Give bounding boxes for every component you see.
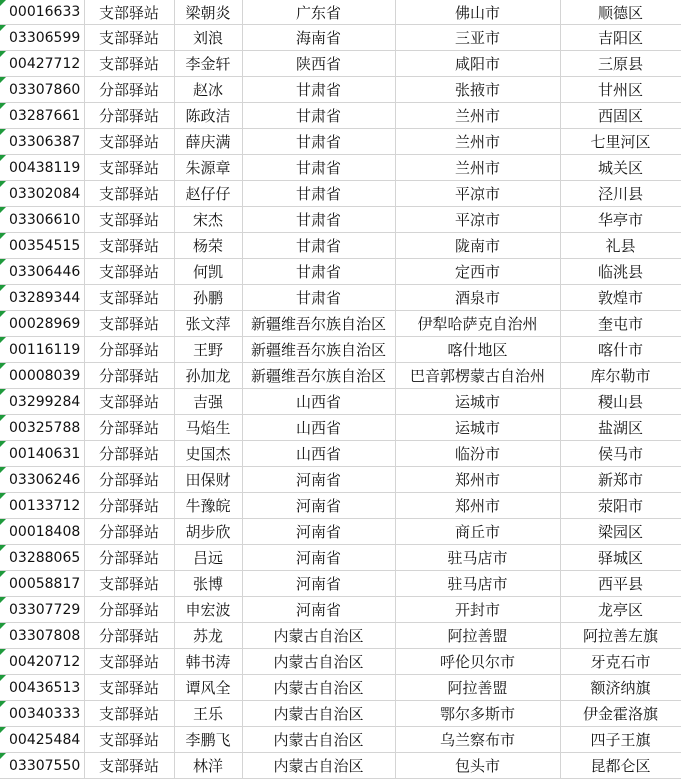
cell-district[interactable]: 吉阳区 <box>560 25 681 51</box>
cell-city[interactable]: 佛山市 <box>395 0 560 25</box>
cell-city[interactable]: 三亚市 <box>395 25 560 51</box>
cell-province[interactable]: 内蒙古自治区 <box>242 623 395 649</box>
cell-station-id[interactable]: 03288065 <box>0 545 84 571</box>
cell-city[interactable]: 驻马店市 <box>395 545 560 571</box>
cell-city[interactable]: 鄂尔多斯市 <box>395 701 560 727</box>
cell-station-type[interactable]: 支部驿站 <box>84 311 174 337</box>
cell-contact-name[interactable]: 胡步欣 <box>174 519 242 545</box>
cell-station-id[interactable]: 00420712 <box>0 649 84 675</box>
table-row <box>0 77 681 103</box>
cell-station-type[interactable]: 支部驿站 <box>84 25 174 51</box>
table-row <box>0 415 681 441</box>
cell-district[interactable]: 额济纳旗 <box>560 675 681 701</box>
cell-contact-name[interactable]: 朱源章 <box>174 155 242 181</box>
cell-contact-name[interactable]: 张博 <box>174 571 242 597</box>
cell-station-id[interactable]: 00325788 <box>0 415 84 441</box>
cell-station-type[interactable]: 分部驿站 <box>84 77 174 103</box>
cell-station-type[interactable]: 支部驿站 <box>84 233 174 259</box>
cell-contact-name[interactable]: 林洋 <box>174 753 242 779</box>
cell-city[interactable]: 开封市 <box>395 597 560 623</box>
cell-province[interactable]: 河南省 <box>242 467 395 493</box>
cell-station-type[interactable]: 分部驿站 <box>84 597 174 623</box>
cell-station-type[interactable]: 分部驿站 <box>84 441 174 467</box>
cell-district[interactable]: 牙克石市 <box>560 649 681 675</box>
cell-city[interactable]: 兰州市 <box>395 155 560 181</box>
table-row <box>0 311 681 337</box>
cell-district[interactable]: 四子王旗 <box>560 727 681 753</box>
table-row <box>0 519 681 545</box>
table-row <box>0 0 681 25</box>
cell-station-type[interactable]: 支部驿站 <box>84 155 174 181</box>
cell-station-type[interactable]: 支部驿站 <box>84 753 174 779</box>
cell-contact-name[interactable]: 史国杰 <box>174 441 242 467</box>
cell-station-id[interactable]: 00058817 <box>0 571 84 597</box>
table-row <box>0 571 681 597</box>
cell-city[interactable]: 商丘市 <box>395 519 560 545</box>
table-row <box>0 675 681 701</box>
table-row <box>0 207 681 233</box>
table-row <box>0 363 681 389</box>
cell-province[interactable]: 甘肃省 <box>242 259 395 285</box>
cell-station-type[interactable]: 支部驿站 <box>84 701 174 727</box>
cell-province[interactable]: 河南省 <box>242 597 395 623</box>
cell-station-type[interactable]: 支部驿站 <box>84 285 174 311</box>
cell-contact-name[interactable]: 梁朝炎 <box>174 0 242 25</box>
cell-district[interactable]: 临洮县 <box>560 259 681 285</box>
cell-province[interactable]: 内蒙古自治区 <box>242 753 395 779</box>
cell-contact-name[interactable]: 申宏波 <box>174 597 242 623</box>
cell-station-type[interactable]: 支部驿站 <box>84 181 174 207</box>
cell-station-id[interactable]: 00140631 <box>0 441 84 467</box>
cell-contact-name[interactable]: 韩书涛 <box>174 649 242 675</box>
cell-station-type[interactable]: 分部驿站 <box>84 545 174 571</box>
cell-station-type[interactable]: 支部驿站 <box>84 649 174 675</box>
table-row <box>0 467 681 493</box>
cell-station-id[interactable]: 00340333 <box>0 701 84 727</box>
table-row <box>0 727 681 753</box>
cell-district[interactable]: 龙亭区 <box>560 597 681 623</box>
cell-city[interactable]: 平凉市 <box>395 207 560 233</box>
cell-station-id[interactable]: 03287661 <box>0 103 84 129</box>
table-row <box>0 389 681 415</box>
cell-district[interactable]: 盐湖区 <box>560 415 681 441</box>
cell-province[interactable]: 甘肃省 <box>242 233 395 259</box>
table-row <box>0 649 681 675</box>
cell-station-id[interactable]: 03307729 <box>0 597 84 623</box>
cell-city[interactable]: 阿拉善盟 <box>395 675 560 701</box>
cell-station-id[interactable]: 00354515 <box>0 233 84 259</box>
cell-contact-name[interactable]: 马焰生 <box>174 415 242 441</box>
cell-city[interactable]: 临汾市 <box>395 441 560 467</box>
cell-province[interactable]: 河南省 <box>242 493 395 519</box>
cell-station-id[interactable]: 03306387 <box>0 129 84 155</box>
table-row <box>0 25 681 51</box>
cell-contact-name[interactable]: 赵冰 <box>174 77 242 103</box>
cell-province[interactable]: 内蒙古自治区 <box>242 701 395 727</box>
cell-contact-name[interactable]: 吉强 <box>174 389 242 415</box>
cell-city[interactable]: 乌兰察布市 <box>395 727 560 753</box>
cell-station-type[interactable]: 支部驿站 <box>84 51 174 77</box>
cell-city[interactable]: 酒泉市 <box>395 285 560 311</box>
cell-province[interactable]: 广东省 <box>242 0 395 25</box>
cell-station-id[interactable]: 03306446 <box>0 259 84 285</box>
cell-district[interactable]: 七里河区 <box>560 129 681 155</box>
table-row <box>0 337 681 363</box>
cell-city[interactable]: 兰州市 <box>395 103 560 129</box>
table-row <box>0 493 681 519</box>
cell-station-type[interactable]: 分部驿站 <box>84 103 174 129</box>
cell-station-id[interactable]: 00028969 <box>0 311 84 337</box>
cell-province[interactable]: 河南省 <box>242 545 395 571</box>
cell-station-type[interactable]: 分部驿站 <box>84 623 174 649</box>
cell-province[interactable]: 甘肃省 <box>242 103 395 129</box>
cell-station-type[interactable]: 支部驿站 <box>84 259 174 285</box>
cell-district[interactable]: 荥阳市 <box>560 493 681 519</box>
cell-station-id[interactable]: 00436513 <box>0 675 84 701</box>
cell-province[interactable]: 内蒙古自治区 <box>242 675 395 701</box>
cell-station-id[interactable]: 03306246 <box>0 467 84 493</box>
cell-station-id[interactable]: 03299284 <box>0 389 84 415</box>
cell-district[interactable]: 库尔勒市 <box>560 363 681 389</box>
cell-contact-name[interactable]: 何凯 <box>174 259 242 285</box>
table-row <box>0 597 681 623</box>
cell-city[interactable]: 张掖市 <box>395 77 560 103</box>
cell-contact-name[interactable]: 李鹏飞 <box>174 727 242 753</box>
cell-station-type[interactable]: 支部驿站 <box>84 727 174 753</box>
table-row <box>0 753 681 779</box>
cell-station-type[interactable]: 分部驿站 <box>84 519 174 545</box>
cell-district[interactable]: 泾川县 <box>560 181 681 207</box>
cell-province[interactable]: 山西省 <box>242 415 395 441</box>
cell-city[interactable]: 喀什地区 <box>395 337 560 363</box>
cell-district[interactable]: 礼县 <box>560 233 681 259</box>
cell-station-id[interactable]: 00133712 <box>0 493 84 519</box>
cell-contact-name[interactable]: 谭风全 <box>174 675 242 701</box>
cell-contact-name[interactable]: 苏龙 <box>174 623 242 649</box>
cell-district[interactable]: 稷山县 <box>560 389 681 415</box>
table-row <box>0 181 681 207</box>
cell-city[interactable]: 呼伦贝尔市 <box>395 649 560 675</box>
table-row <box>0 233 681 259</box>
cell-station-type[interactable]: 支部驿站 <box>84 129 174 155</box>
cell-contact-name[interactable]: 刘浪 <box>174 25 242 51</box>
cell-province[interactable]: 内蒙古自治区 <box>242 649 395 675</box>
cell-district[interactable]: 甘州区 <box>560 77 681 103</box>
cell-district[interactable]: 侯马市 <box>560 441 681 467</box>
cell-city[interactable]: 兰州市 <box>395 129 560 155</box>
cell-province[interactable]: 海南省 <box>242 25 395 51</box>
cell-district[interactable]: 昆都仑区 <box>560 753 681 779</box>
cell-city[interactable]: 平凉市 <box>395 181 560 207</box>
cell-district[interactable]: 西平县 <box>560 571 681 597</box>
cell-province[interactable]: 甘肃省 <box>242 77 395 103</box>
table-row <box>0 623 681 649</box>
cell-city[interactable]: 郑州市 <box>395 493 560 519</box>
cell-station-id[interactable]: 00425484 <box>0 727 84 753</box>
cell-province[interactable]: 甘肃省 <box>242 285 395 311</box>
cell-station-id[interactable]: 03307860 <box>0 77 84 103</box>
cell-city[interactable]: 阿拉善盟 <box>395 623 560 649</box>
cell-city[interactable]: 郑州市 <box>395 467 560 493</box>
cell-station-id[interactable]: 03306610 <box>0 207 84 233</box>
cell-contact-name[interactable]: 王乐 <box>174 701 242 727</box>
cell-station-id[interactable]: 03306599 <box>0 25 84 51</box>
cell-contact-name[interactable]: 牛豫皖 <box>174 493 242 519</box>
cell-station-id[interactable]: 00427712 <box>0 51 84 77</box>
cell-city[interactable]: 陇南市 <box>395 233 560 259</box>
cell-contact-name[interactable]: 孙鹏 <box>174 285 242 311</box>
cell-contact-name[interactable]: 田保财 <box>174 467 242 493</box>
cell-station-id[interactable]: 00018408 <box>0 519 84 545</box>
cell-station-id[interactable]: 03307808 <box>0 623 84 649</box>
cell-station-type[interactable]: 分部驿站 <box>84 337 174 363</box>
cell-city[interactable]: 定西市 <box>395 259 560 285</box>
table-row <box>0 259 681 285</box>
cell-contact-name[interactable]: 孙加龙 <box>174 363 242 389</box>
table-row <box>0 129 681 155</box>
cell-district[interactable]: 新郑市 <box>560 467 681 493</box>
cell-station-type[interactable]: 分部驿站 <box>84 493 174 519</box>
cell-province[interactable]: 甘肃省 <box>242 181 395 207</box>
table-row <box>0 441 681 467</box>
cell-province[interactable]: 河南省 <box>242 519 395 545</box>
cell-contact-name[interactable]: 李金轩 <box>174 51 242 77</box>
cell-province[interactable]: 陕西省 <box>242 51 395 77</box>
cell-contact-name[interactable]: 薛庆满 <box>174 129 242 155</box>
cell-province[interactable]: 山西省 <box>242 441 395 467</box>
cell-station-type[interactable]: 分部驿站 <box>84 467 174 493</box>
cell-station-type[interactable]: 分部驿站 <box>84 415 174 441</box>
table-row <box>0 51 681 77</box>
cell-city[interactable]: 运城市 <box>395 389 560 415</box>
cell-station-type[interactable]: 支部驿站 <box>84 389 174 415</box>
cell-district[interactable]: 城关区 <box>560 155 681 181</box>
cell-contact-name[interactable]: 宋杰 <box>174 207 242 233</box>
cell-district[interactable]: 华亭市 <box>560 207 681 233</box>
cell-contact-name[interactable]: 赵仔仔 <box>174 181 242 207</box>
cell-station-type[interactable]: 支部驿站 <box>84 571 174 597</box>
cell-district[interactable]: 顺德区 <box>560 0 681 25</box>
cell-province[interactable]: 河南省 <box>242 571 395 597</box>
table-row <box>0 701 681 727</box>
cell-city[interactable]: 运城市 <box>395 415 560 441</box>
cell-city[interactable]: 包头市 <box>395 753 560 779</box>
cell-station-type[interactable]: 分部驿站 <box>84 363 174 389</box>
cell-district[interactable]: 奎屯市 <box>560 311 681 337</box>
cell-city[interactable]: 驻马店市 <box>395 571 560 597</box>
cell-station-id[interactable]: 03307550 <box>0 753 84 779</box>
cell-station-id[interactable]: 00116119 <box>0 337 84 363</box>
cell-station-type[interactable]: 支部驿站 <box>84 675 174 701</box>
table-row <box>0 103 681 129</box>
cell-city[interactable]: 伊犁哈萨克自治州 <box>395 311 560 337</box>
cell-province[interactable]: 内蒙古自治区 <box>242 727 395 753</box>
cell-district[interactable]: 梁园区 <box>560 519 681 545</box>
cell-district[interactable]: 三原县 <box>560 51 681 77</box>
cell-station-type[interactable]: 支部驿站 <box>84 207 174 233</box>
cell-city[interactable]: 巴音郭楞蒙古自治州 <box>395 363 560 389</box>
cell-district[interactable]: 西固区 <box>560 103 681 129</box>
table-row <box>0 155 681 181</box>
cell-province[interactable]: 新疆维吾尔族自治区 <box>242 363 395 389</box>
cell-district[interactable]: 驿城区 <box>560 545 681 571</box>
table-row <box>0 545 681 571</box>
cell-province[interactable]: 甘肃省 <box>242 207 395 233</box>
cell-city[interactable]: 咸阳市 <box>395 51 560 77</box>
cell-contact-name[interactable]: 杨荣 <box>174 233 242 259</box>
table-row <box>0 285 681 311</box>
cell-province[interactable]: 山西省 <box>242 389 395 415</box>
cell-contact-name[interactable]: 张文萍 <box>174 311 242 337</box>
cell-district[interactable]: 伊金霍洛旗 <box>560 701 681 727</box>
cell-province[interactable]: 新疆维吾尔族自治区 <box>242 311 395 337</box>
cell-province[interactable]: 新疆维吾尔族自治区 <box>242 337 395 363</box>
cell-district[interactable]: 阿拉善左旗 <box>560 623 681 649</box>
cell-province[interactable]: 甘肃省 <box>242 155 395 181</box>
cell-station-type[interactable]: 支部驿站 <box>84 0 174 25</box>
cell-province[interactable]: 甘肃省 <box>242 129 395 155</box>
cell-contact-name[interactable]: 王野 <box>174 337 242 363</box>
cell-station-id[interactable]: 00008039 <box>0 363 84 389</box>
cell-contact-name[interactable]: 陈政洁 <box>174 103 242 129</box>
cell-district[interactable]: 敦煌市 <box>560 285 681 311</box>
cell-district[interactable]: 喀什市 <box>560 337 681 363</box>
cell-station-id[interactable]: 00438119 <box>0 155 84 181</box>
cell-station-id[interactable]: 03289344 <box>0 285 84 311</box>
cell-contact-name[interactable]: 吕远 <box>174 545 242 571</box>
cell-station-id[interactable]: 00016633 <box>0 0 84 25</box>
cell-station-id[interactable]: 03302084 <box>0 181 84 207</box>
